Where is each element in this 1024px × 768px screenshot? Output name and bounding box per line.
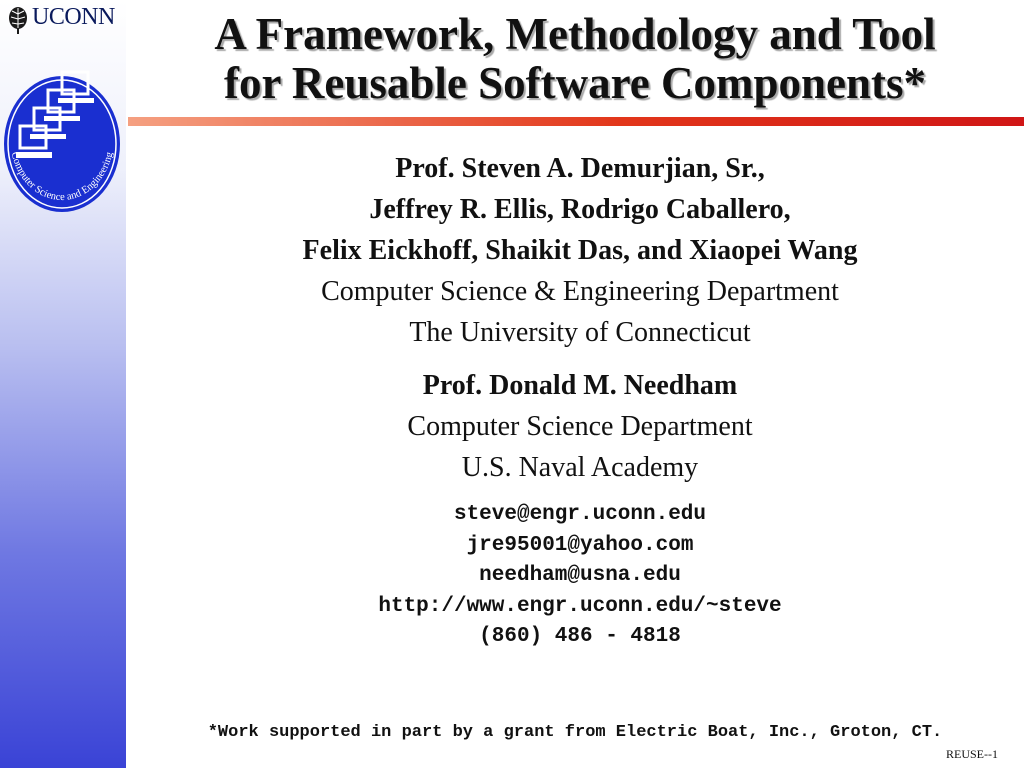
contact-url: http://www.engr.uconn.edu/~steve (378, 594, 782, 618)
seal-text: Computer Science and Engineering (8, 150, 116, 204)
slide-title (130, 10, 1020, 108)
contact-phone: (860) 486 - 4818 (479, 625, 681, 648)
slide-body (136, 148, 1024, 653)
authors-university: The University of Connecticut (409, 317, 751, 348)
coauthor-institution: U.S. Naval Academy (461, 452, 699, 483)
sidebar-gradient (0, 0, 126, 768)
title-line-2: for Reusable Software Components* (223, 58, 927, 108)
coauthor-department: Computer Science Department (407, 411, 753, 442)
authors-line-2: Jeffrey R. Ellis, Rodrigo Caballero, (369, 194, 791, 225)
authors-line-1: Prof. Steven A. Demurjian, Sr., (395, 153, 765, 184)
computer-science-seal-icon (0, 40, 124, 214)
footnote: *Work supported in part by a grant from Electric Boat, Inc., Groton, CT. (207, 723, 943, 742)
contact-email-2: jre95001@yahoo.com (466, 533, 694, 557)
contact-email-1: steve@engr.uconn.edu (453, 503, 707, 526)
contact-email-3: needham@usna.edu (479, 564, 681, 587)
uconn-logo-text: UCONN (32, 4, 115, 30)
title-divider (128, 117, 1024, 126)
authors-department: Computer Science & Engineering Department (321, 276, 839, 307)
title-line-1: A Framework, Methodology and Tool (214, 9, 936, 59)
coauthor-name: Prof. Donald M. Needham (422, 370, 738, 401)
slide-number: REUSE--1 (946, 747, 998, 761)
authors-line-3: Felix Eickhoff, Shaikit Das, and Xiaopei Wang (302, 235, 858, 266)
